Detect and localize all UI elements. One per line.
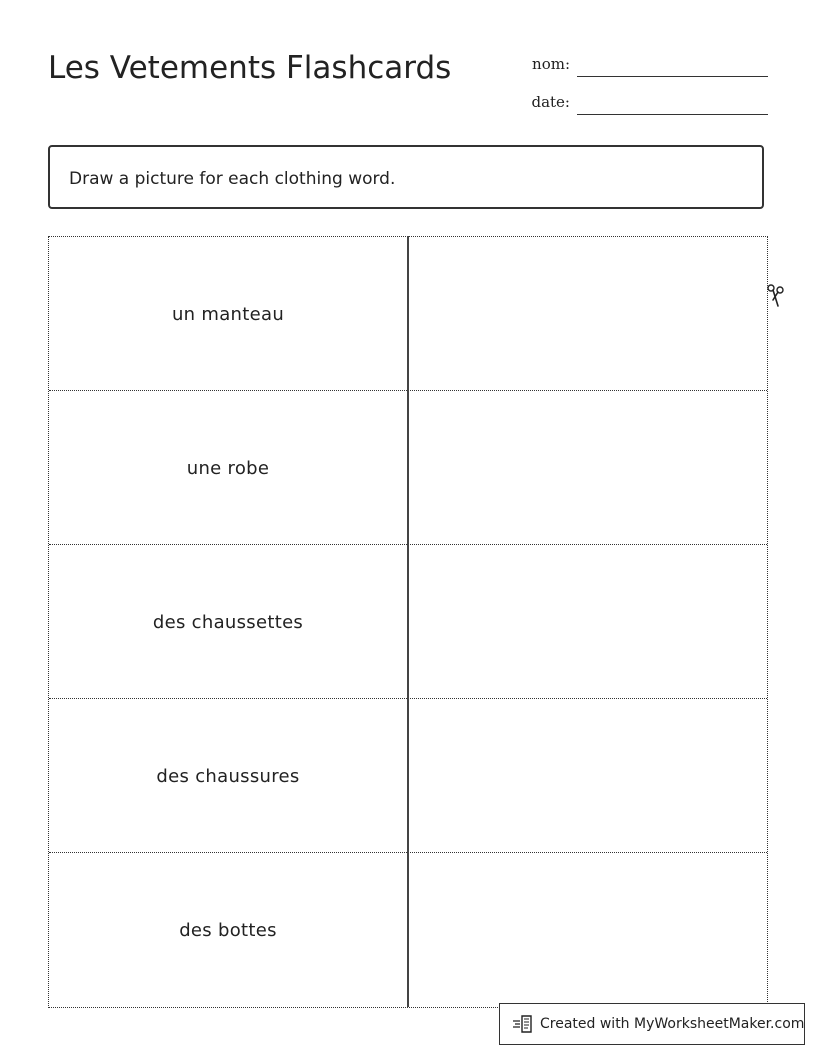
flashcard-word: un manteau: [171, 303, 285, 325]
flashcard-picture-area: [410, 699, 767, 853]
scissors-icon: [764, 282, 786, 310]
flashcard-picture-area: [410, 853, 767, 1007]
name-label: nom:: [532, 55, 570, 73]
date-field: [500, 92, 768, 116]
flashcard-word: des bottes: [179, 919, 277, 941]
flashcard-picture-area: [410, 391, 767, 545]
branding-badge: [499, 1003, 805, 1045]
page-title: Les Vetements Flashcards: [48, 50, 452, 86]
date-label: date:: [531, 93, 570, 111]
flashcard-picture-area: [410, 237, 767, 391]
flashcard-word: une robe: [186, 457, 270, 479]
fold-line: [407, 236, 409, 1007]
branding-text: Created with MyWorksheetMaker.com: [540, 1016, 805, 1032]
name-field: [500, 54, 768, 78]
worksheet-maker-logo-icon: [512, 1014, 534, 1034]
name-blank-line: [577, 76, 768, 77]
flashcard-grid: [48, 236, 768, 1008]
date-blank-line: [577, 114, 768, 115]
instructions-box: Draw a picture for each clothing word.: [48, 145, 764, 209]
flashcard-word: des chaussettes: [152, 611, 304, 633]
flashcard-picture-area: [410, 545, 767, 699]
flashcard-word: des chaussures: [156, 765, 300, 787]
